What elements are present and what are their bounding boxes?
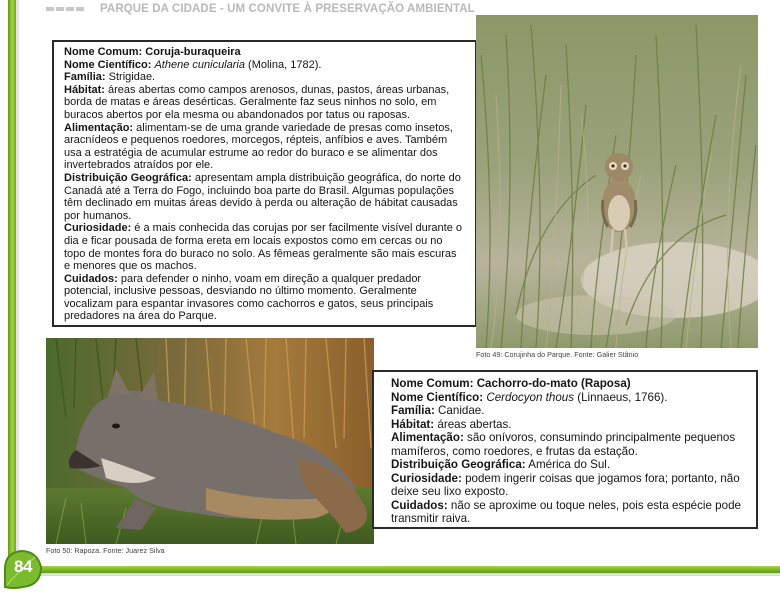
label: Família: (64, 71, 106, 84)
owl-diet: alimentam-se de uma grande variedade de presas como insetos, aracnídeos e pequenos roedores, morcegos, répteis, anfíbios e aves. Também usa a estratégia de acumular estrume ao redor do buraco e se alimentar dos invertebrados atraídos por ele. (64, 121, 453, 172)
owl-care: para defender o ninho, voam em direção a qualquer predador potencial, inclusive pessoas, desviando no último momento. Geralmente vocalizam para espantar invasores como cachorros e gatos, seus principais predadores na área do Parque. (64, 272, 434, 323)
label: Nome Científico: (64, 58, 152, 71)
label: Nome Comum: (64, 46, 143, 58)
fox-distribution: América do Sul. (528, 458, 611, 471)
owl-scientific-author: (Molina, 1782). (248, 58, 322, 71)
fox-curiosity: podem ingerir coisas que jogamos fora; portanto, não deixe seu lixo exposto. (391, 471, 740, 498)
page-header-title: PARQUE DA CIDADE - UM CONVITE À PRESERVAÇÃO AMBIENTAL (100, 3, 475, 15)
fox-diet-line (391, 431, 746, 458)
fox-curiosity-line (391, 472, 746, 499)
owl-family-line (64, 71, 465, 84)
owl-distribution-line (64, 172, 465, 222)
fox-care-line (391, 499, 746, 526)
fox-scientific-author: (Linnaeus, 1766). (577, 390, 668, 404)
label: Cuidados: (64, 272, 118, 285)
fox-family: Canidae. (438, 404, 485, 417)
label: Distribuição Geográfica: (391, 458, 526, 471)
bottom-band-shadow (20, 573, 780, 576)
fox-habitat-line (391, 418, 746, 432)
fox-family-line (391, 404, 746, 418)
label: Hábitat: (391, 417, 435, 431)
owl-curiosity-line (64, 222, 465, 272)
owl-photo-caption: Foto 49: Corujinha do Parque. Fonte: Galier Stânio (476, 350, 639, 359)
owl-scientific-name-line (64, 59, 465, 72)
header-dashes (46, 7, 84, 11)
left-band-shadow (16, 0, 19, 560)
fox-photo (46, 338, 374, 544)
fox-common-name: Cachorro-do-mato (Raposa) (476, 377, 631, 390)
label: Nome Comum: (391, 377, 474, 390)
label: Curiosidade: (391, 471, 462, 485)
owl-habitat: áreas abertas como campos arenosos, dunas, pastos, áreas urbanas, borda de matas e áreas desérticas. Geralmente faz seus ninhos no solo, em buracos abertos por ela mesma ou abandonados por tatus ou raposas. (64, 83, 450, 121)
fox-scientific-name-line (391, 391, 746, 405)
page-number-badge (1, 547, 45, 591)
fox-habitat: áreas abertas. (437, 417, 512, 431)
owl-curiosity: é a mais conhecida das corujas por ser facilmente visível durante o dia e ficar pousada de forma ereta em locais expostos como em cercas ou no topo de montes fora do buraco no solo. As fêmeas geralmente são mais escuras e menores que os machos. (64, 222, 463, 273)
label: Alimentação: (64, 121, 134, 134)
label: Distribuição Geográfica: (64, 171, 192, 184)
owl-care-line (64, 273, 465, 323)
fox-care: não se aproxime ou toque neles, pois esta espécie pode transmitir raiva. (391, 498, 741, 525)
label: Curiosidade: (64, 222, 132, 235)
owl-family: Strigidae. (108, 71, 156, 84)
fox-distribution-line (391, 458, 746, 472)
fox-info-box (372, 370, 758, 529)
left-green-band (8, 0, 16, 565)
bottom-green-band (20, 566, 780, 573)
fox-diet: são onívoros, consumindo principalmente pequenos mamíferos, como roedores, e frutas da estação. (391, 431, 736, 458)
label: Hábitat: (64, 83, 105, 96)
owl-photo (476, 15, 758, 348)
owl-common-name: Coruja-buraqueira (145, 46, 241, 58)
page-number: 84 (14, 557, 32, 576)
owl-habitat-line (64, 84, 465, 122)
owl-info-box (52, 40, 477, 327)
owl-scientific-name: Athene cunicularia (154, 58, 245, 71)
label: Cuidados: (391, 498, 448, 512)
owl-distribution: apresentam ampla distribuição geográfica, do norte do Canadá até a Terra do Fogo, incluindo boa parte do Brasil. Algumas populações têm declinado em muitas áreas devido à perda ou alteração de hábitat causadas por humanos. (64, 171, 461, 222)
owl-diet-line (64, 122, 465, 172)
label: Família: (391, 404, 435, 417)
label: Nome Científico: (391, 390, 484, 404)
fox-photo-caption: Foto 50: Rapoza. Fonte: Juarez Silva (46, 546, 165, 555)
fox-common-name-line (391, 377, 746, 391)
label: Alimentação: (391, 431, 464, 444)
fox-scientific-name: Cerdocyon thous (486, 390, 575, 404)
owl-common-name-line (64, 46, 465, 59)
